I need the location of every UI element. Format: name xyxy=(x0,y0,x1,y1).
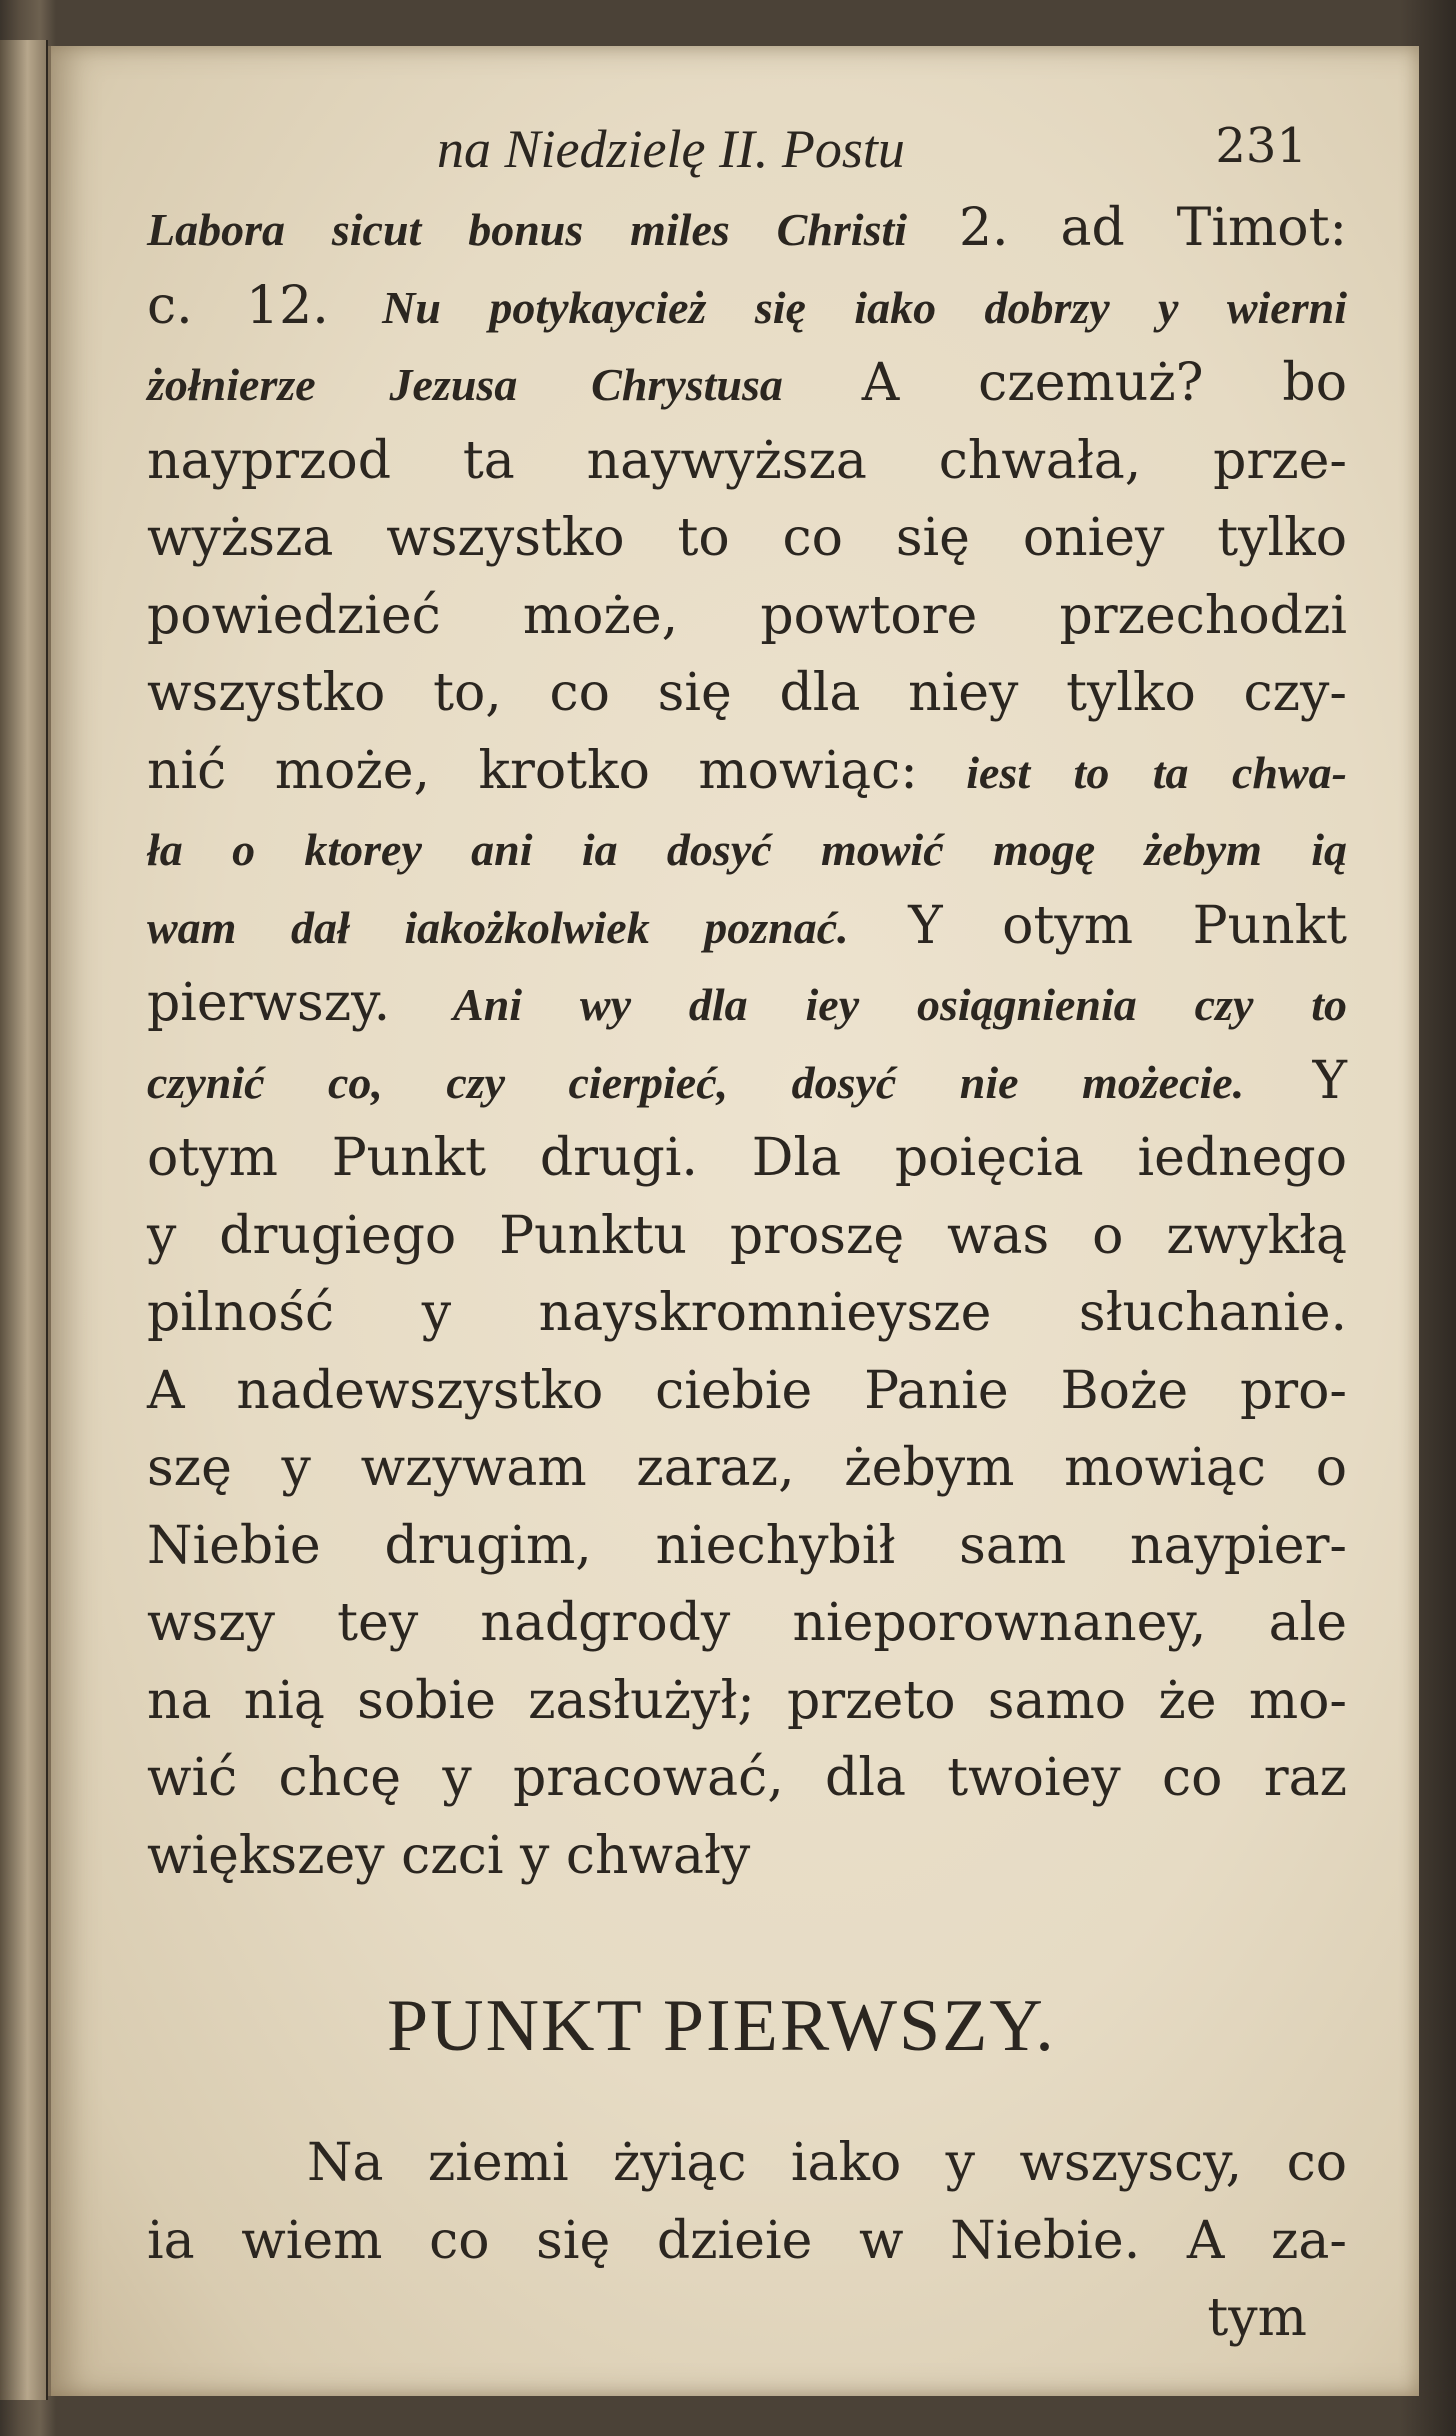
roman-segment: wszystko to, co się dla niey tylko czy- xyxy=(147,663,1347,723)
italic-segment: Ani wy dla iey osiągnienia czy to xyxy=(453,979,1347,1030)
italic-segment: Nu potykaycież się iako dobrzy y wierni xyxy=(382,281,1347,333)
italic-segment: iest to ta chwa- xyxy=(966,746,1347,798)
roman-segment: A czemuż? bo xyxy=(782,353,1348,413)
roman-segment: szę y wzywam zaraz, żebym mowiąc o xyxy=(147,1438,1347,1498)
text-line xyxy=(147,1818,1347,1896)
roman-segment: Y otym Punkt xyxy=(848,895,1347,956)
roman-segment: pierwszy. xyxy=(147,973,454,1033)
roman-segment: powiedzieć może, powtore przechodzi xyxy=(147,585,1347,646)
text-line: Na ziemi żyiąc iako y wszyscy, co xyxy=(307,2133,1347,2193)
roman-segment: c. 12. xyxy=(147,275,383,336)
text-line xyxy=(147,500,1347,578)
text-line xyxy=(147,1508,1347,1586)
roman-segment: 2. ad Timot: xyxy=(907,198,1347,258)
text-line xyxy=(147,423,1347,501)
page-text xyxy=(147,118,1347,2357)
roman-segment: nayprzod ta naywyższa chwała, prze- xyxy=(147,430,1347,491)
text-line xyxy=(147,965,1347,1043)
italic-segment: żołnierze Jezusa Chrystusa xyxy=(147,359,783,410)
text-line xyxy=(147,1740,1347,1818)
roman-segment: Niebie drugim, niechybił sam naypier- xyxy=(147,1515,1347,1576)
roman-segment: otym Punkt drugi. Dla poięcia iednego xyxy=(147,1128,1347,1188)
text-line xyxy=(147,1663,1347,1741)
roman-segment: wszy tey nadgrody nieporownaney, ale xyxy=(147,1593,1347,1653)
text-line xyxy=(147,733,1347,811)
text-line xyxy=(147,655,1347,733)
text-line xyxy=(147,810,1347,888)
italic-segment: wam dał iakożkolwiek poznać. xyxy=(147,901,849,953)
text-line xyxy=(147,268,1347,346)
text-line xyxy=(147,1198,1347,1276)
text-line xyxy=(147,888,1347,966)
text-line xyxy=(147,1353,1347,1431)
text-line xyxy=(147,1430,1347,1508)
roman-segment: y drugiego Punktu proszę was o zwykłą xyxy=(147,1205,1347,1266)
text-line: ia wiem co się dzieie w Niebie. A za- xyxy=(147,2210,1347,2271)
running-title: na Niedzielę II. Postu xyxy=(437,119,905,179)
body-paragraph xyxy=(147,190,1347,1895)
text-line xyxy=(147,1275,1347,1353)
page-number: 231 xyxy=(1215,118,1307,174)
text-line xyxy=(147,1120,1347,1198)
text-line xyxy=(147,1585,1347,1663)
page-sheet xyxy=(48,46,1419,2396)
italic-segment: ła o ktorey ani ia dosyć mowić mogę żebym ią xyxy=(147,824,1347,875)
catchword: tym xyxy=(1207,2288,1307,2348)
text-line xyxy=(147,345,1347,423)
text-line xyxy=(147,1043,1347,1121)
roman-segment: A nadewszystko ciebie Panie Boże pro- xyxy=(147,1360,1347,1421)
section-heading: PUNKT PIERWSZY. xyxy=(387,1985,1056,2067)
text-line xyxy=(147,578,1347,656)
roman-segment: na nią sobie zasłużył; przeto samo że mo- xyxy=(147,1670,1347,1731)
roman-segment: Y xyxy=(1244,1050,1348,1111)
italic-segment: Labora sicut bonus miles Christi xyxy=(147,204,908,255)
page-header xyxy=(147,118,1347,190)
roman-segment: pilność y nayskromnieysze słuchanie. xyxy=(147,1283,1347,1343)
roman-segment: nić może, krotko mowiąc: xyxy=(147,740,967,801)
italic-segment: czynić co, czy cierpieć, dosyć nie możecie. xyxy=(147,1056,1245,1108)
roman-segment: większey czci y chwały xyxy=(147,1825,751,1886)
roman-segment: wyższa wszystko to co się oniey tylko xyxy=(147,508,1347,568)
roman-segment: wić chcę y pracować, dla twoiey co raz xyxy=(147,1748,1347,1808)
text-line xyxy=(147,190,1347,268)
previous-page-edge xyxy=(0,40,48,2400)
second-paragraph xyxy=(147,2125,1347,2280)
